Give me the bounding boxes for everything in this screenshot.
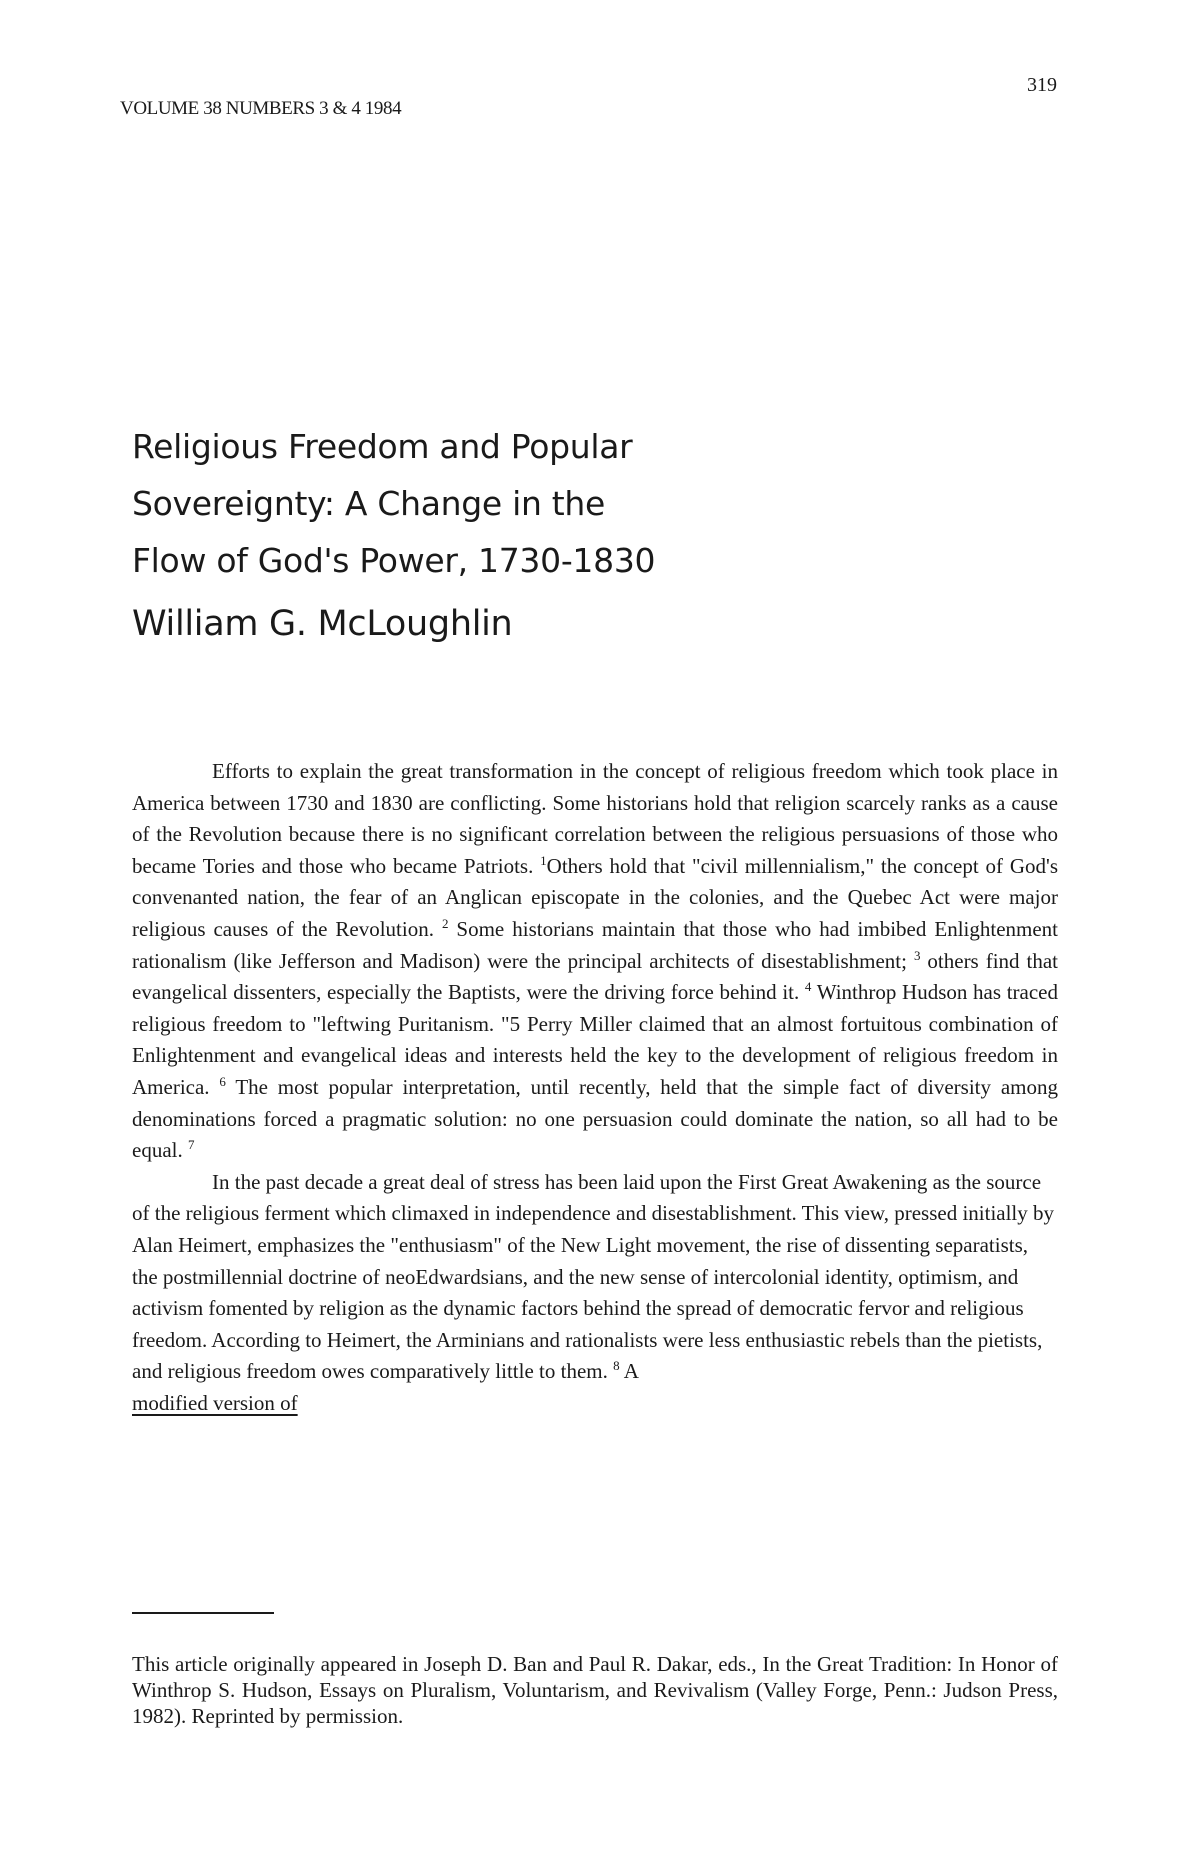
footnote-ref-1: 1 [540,852,547,868]
article-title [132,418,1032,589]
paragraph-2 [132,1167,1058,1420]
article-body [132,756,1058,1419]
footnote: This article originally appeared in Joseph D. Ban and Paul R. Dakar, eds., In the Great Tradition: In Honor of Winthrop S. Hudson, Essays on Pluralism, Voluntarism, and Revivalism (Valley Forge, Penn.: Judson Press, 1982). Reprinted by permission. [132,1652,1058,1728]
footnote-ref-7: 7 [187,1137,195,1153]
body-text: Some historians maintain that those who had imbibed Enlightenment rationalism (like Jefferson and Madison) were the principal architects of disestablishment; [132,916,1059,973]
title-line-2: Sovereignty: A Change in the [132,484,606,523]
footnote-ref-4: 4 [804,979,812,995]
title-line-3: Flow of God's Power, 1730-1830 [132,541,656,580]
paragraph-1 [132,756,1058,1167]
body-text: The most popular interpretation, until recently, held that the simple fact of diversity among denominations forced a pragmatic solution: no one persuasion could dominate the nation, so all had to be equal. [132,1074,1058,1163]
page-number: 319 [1027,74,1057,96]
footnote-rule [132,1612,274,1614]
footnote-ref-6: 6 [219,1073,226,1089]
title-line-1: Religious Freedom and Popular [132,427,633,466]
body-text: Others hold that "civil millennialism," the concept of God's convenanted nation, the fear of an Anglican episcopate in the colonies, and the Quebec Act were major religious causes of the Revolution. [132,853,1058,941]
underlined-text: modified version of [132,1390,298,1415]
body-text: Efforts to explain the great transformation in the concept of religious freedom which took place in America between 1730 and 1830 are conflicting. Some historians hold that religion scarcely ranks as a cause of the Revolution because there is no significant correlation between the religious persuasions of those who became Tories and those who became Patriots. [132,759,1058,878]
body-text: A [619,1359,639,1384]
body-text: In the past decade a great deal of stress has been laid upon the First Great Awakening as the source of the religious ferment which climaxed in independence and disestablishment. This view, pressed initially by Alan Heimert, emphasizes the "enthusiasm" of the New Light movement, the rise of dissenting separatists, the postmillennial doctrine of neoEdwardsians, and the new sense of intercolonial identity, optimism, and activism fomented by religion as the dynamic factors behind the spread of democratic fervor and religious freedom. According to Heimert, the Arminians and rationalists were less enthusiastic rebels than the pietists, and religious freedom owes comparatively little to them. [132,1169,1055,1384]
footnote-ref-2: 2 [441,915,449,931]
author-name: William G. McLoughlin [132,604,513,644]
running-head: VOLUME 38 NUMBERS 3 & 4 1984 [120,98,402,119]
footnote-ref-3: 3 [913,947,921,963]
body-text: Winthrop Hudson has traced religious freedom to "leftwing Puritanism. "5 Perry Miller claimed that an almost fortuitous combination of Enlightenment and evangelical ideas and interests held the key to the development of religious freedom in America. [132,980,1058,1099]
footnote-ref-8: 8 [613,1358,620,1374]
body-text: others find that evangelical dissenters, especially the Baptists, were the driving force behind it. [132,948,1058,1005]
